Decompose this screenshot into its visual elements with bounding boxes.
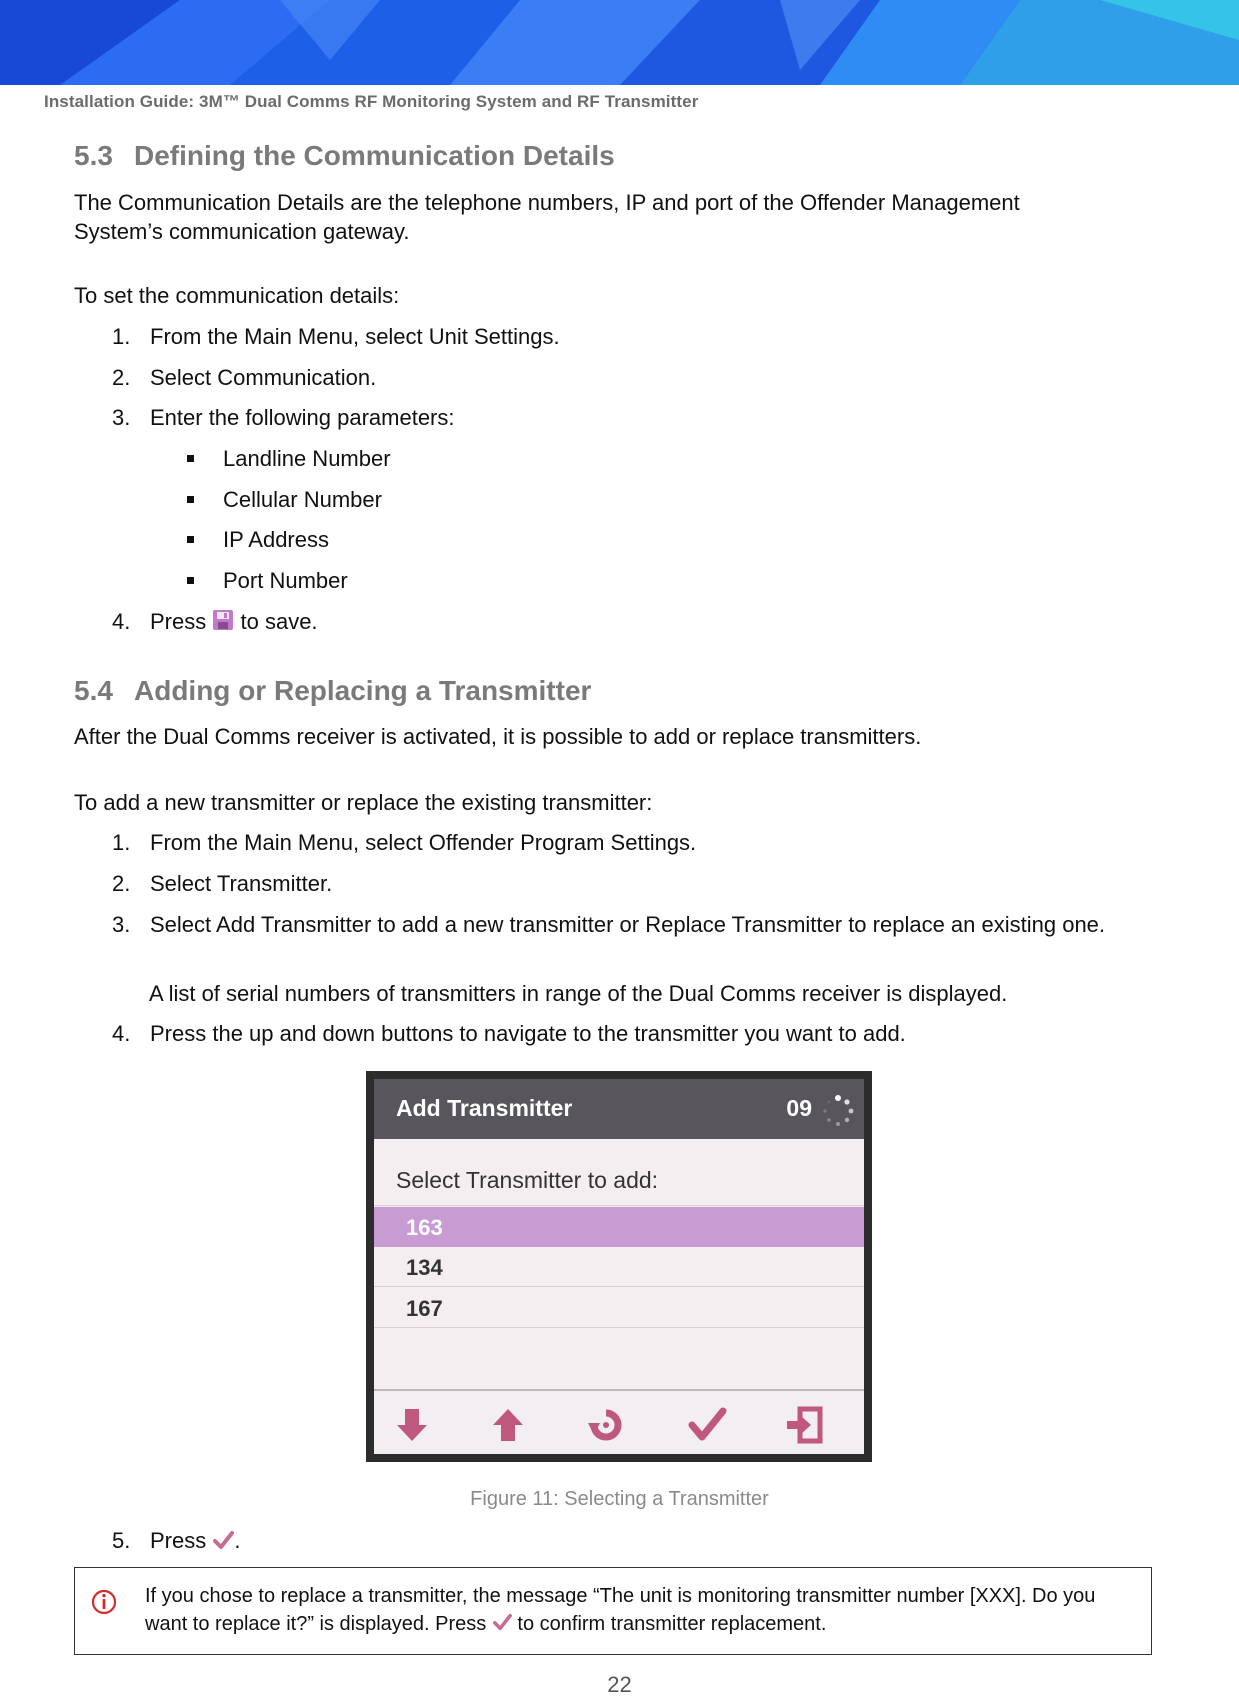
bullet-marker bbox=[187, 496, 194, 503]
step-text-after: to save. bbox=[240, 609, 318, 634]
section-5-3-heading bbox=[74, 140, 615, 172]
list-item bbox=[112, 1019, 1122, 1048]
list-item bbox=[112, 1526, 1122, 1557]
header-banner bbox=[0, 0, 1239, 85]
screen-prompt: Select Transmitter to add: bbox=[396, 1167, 659, 1193]
check-icon[interactable] bbox=[687, 1405, 727, 1445]
bullet-item bbox=[187, 444, 391, 473]
bullet-marker bbox=[187, 577, 194, 584]
list-item bbox=[112, 363, 1122, 392]
section-5-4-lead: To add a new transmitter or replace the existing transmitter: bbox=[74, 790, 653, 815]
section-number: 5.4 bbox=[74, 675, 113, 706]
note-text-after: to confirm transmitter replacement. bbox=[517, 1613, 827, 1635]
bullet-marker bbox=[187, 536, 194, 543]
step-text: Press the up and down buttons to navigate to the transmitter you want to add. bbox=[150, 1021, 906, 1046]
screen-count: 09 bbox=[786, 1095, 812, 1121]
down-arrow-icon[interactable] bbox=[392, 1405, 432, 1445]
figure-caption: Figure 11: Selecting a Transmitter bbox=[470, 1488, 769, 1510]
device-screenshot bbox=[366, 1071, 872, 1462]
step-number: 1. bbox=[112, 324, 131, 349]
step-text: Select Communication. bbox=[150, 365, 377, 390]
save-icon bbox=[212, 609, 234, 638]
section-number: 5.3 bbox=[74, 140, 113, 171]
list-divider bbox=[374, 1286, 864, 1287]
bullet-item bbox=[187, 566, 348, 595]
list-item bbox=[112, 910, 1122, 939]
step-number: 4. bbox=[112, 609, 131, 634]
page-number: 22 bbox=[607, 1672, 632, 1697]
list-item bbox=[112, 828, 1122, 857]
transmitter-serial: 134 bbox=[406, 1255, 443, 1280]
check-icon bbox=[492, 1611, 512, 1639]
info-icon bbox=[91, 1589, 117, 1615]
section-5-3-lead: To set the communication details: bbox=[74, 283, 400, 308]
step-number: 4. bbox=[112, 1021, 131, 1046]
list-item bbox=[112, 607, 1122, 638]
step-text: Press bbox=[150, 1528, 207, 1553]
screen-title: Add Transmitter bbox=[396, 1095, 573, 1121]
transmitter-list-item[interactable] bbox=[374, 1288, 864, 1328]
section-5-3-intro: The Communication Details are the telephone numbers, IP and port of the Offender Management System’s communication gateway. bbox=[74, 190, 1020, 244]
exit-icon[interactable] bbox=[784, 1405, 824, 1445]
back-icon[interactable] bbox=[586, 1405, 626, 1445]
bullet-text: Landline Number bbox=[223, 446, 391, 471]
transmitter-list-item-selected[interactable] bbox=[374, 1207, 864, 1247]
bullet-item bbox=[187, 485, 382, 514]
list-divider bbox=[374, 1327, 864, 1328]
step-number: 1. bbox=[112, 830, 131, 855]
running-head: Installation Guide: 3M™ Dual Comms RF Monitoring System and RF Transmitter bbox=[44, 92, 699, 111]
transmitter-list-item[interactable] bbox=[374, 1247, 864, 1287]
transmitter-serial: 167 bbox=[406, 1296, 443, 1321]
bullet-marker bbox=[187, 455, 194, 462]
loading-spinner-icon bbox=[820, 1093, 856, 1129]
check-icon bbox=[212, 1528, 234, 1557]
step-number: 2. bbox=[112, 365, 131, 390]
section-5-4-heading bbox=[74, 675, 591, 707]
transmitter-serial: 163 bbox=[406, 1215, 443, 1240]
list-item bbox=[112, 403, 1122, 432]
note-text-before: If you chose to replace a transmitter, the message “The unit is monitoring transmitter number [XXX]. Do you want to replace it?” is displayed. Press bbox=[145, 1585, 1096, 1635]
step-text: Select Transmitter. bbox=[150, 871, 333, 896]
step-3-continuation: A list of serial numbers of transmitters in range of the Dual Comms receiver is displayed. bbox=[149, 981, 1008, 1006]
bullet-text: Cellular Number bbox=[223, 487, 382, 512]
step-number: 2. bbox=[112, 871, 131, 896]
up-arrow-icon[interactable] bbox=[488, 1405, 528, 1445]
screen-button-bar bbox=[374, 1389, 864, 1454]
screen-title-bar bbox=[374, 1079, 864, 1139]
step-number: 3. bbox=[112, 912, 131, 937]
note-box bbox=[74, 1567, 1152, 1655]
bullet-item bbox=[187, 525, 329, 554]
list-item bbox=[112, 322, 1122, 351]
bullet-text: IP Address bbox=[223, 527, 329, 552]
step-text: Press bbox=[150, 609, 207, 634]
section-5-4-intro: After the Dual Comms receiver is activated, it is possible to add or replace transmitters. bbox=[74, 724, 922, 749]
step-number: 3. bbox=[112, 405, 131, 430]
section-title: Adding or Replacing a Transmitter bbox=[134, 675, 592, 706]
step-text: From the Main Menu, select Offender Program Settings. bbox=[150, 830, 697, 855]
step-text: Select Add Transmitter to add a new transmitter or Replace Transmitter to replace an existing one. bbox=[150, 912, 1106, 937]
bullet-text: Port Number bbox=[223, 568, 348, 593]
step-text-after: . bbox=[234, 1528, 241, 1553]
step-number: 5. bbox=[112, 1528, 131, 1553]
list-item bbox=[112, 869, 1122, 898]
step-text: From the Main Menu, select Unit Settings. bbox=[150, 324, 560, 349]
step-text: Enter the following parameters: bbox=[150, 405, 455, 430]
device-screen bbox=[374, 1079, 864, 1454]
section-title: Defining the Communication Details bbox=[134, 140, 615, 171]
note-text bbox=[145, 1582, 1135, 1639]
list-divider bbox=[374, 1205, 864, 1206]
